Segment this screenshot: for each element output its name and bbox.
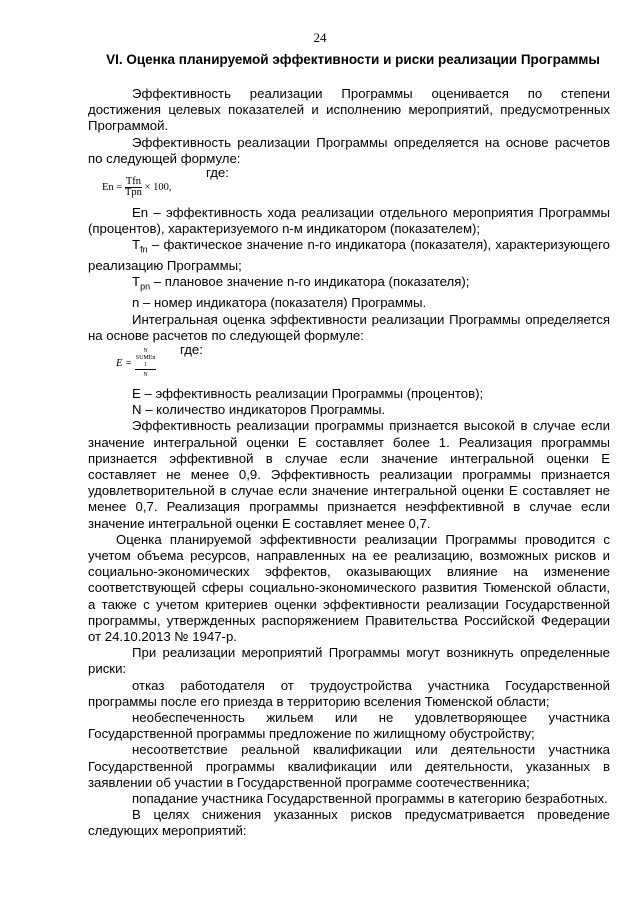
formula-rhs: × 100, — [144, 181, 172, 193]
paragraph-intro: Эффективность реализации Программы оценивается по степени достижения целевых показателей и исполнению мероприятий, предусмотренных Программой. — [88, 86, 610, 134]
definition-tfn: $T_{fn}$ – фактическое значение n-го индикатора (показателя), характеризующего реализацию Программы; — [88, 237, 610, 274]
paragraph-integral-intro: Интегральная оценка эффективности реализации Программы определяется на основе расчетов по следующей формуле: — [88, 311, 610, 343]
formula2-lhs: E = — [116, 357, 133, 369]
formula-integral — [88, 341, 610, 386]
formula2-denominator: N — [143, 371, 148, 378]
paragraph-evaluation-criteria: Эффективность реализации программы признается высокой в случае если значение интегральной оценки E составляет более 1. Реализация программы признается эффективной в случае если значение интегральной оценки E составляет не менее 0,9. Эффективность реализации программы признается удовлетворительной в случае если значение интегральной оценки E составляет не менее 0,7. Реализация программы признается неэффективной в случае если значение интегральной оценки E составляет менее 0,7. — [88, 418, 610, 531]
risk-item: необеспеченность жильем или не удовлетворяющее участника Государственной программы предложение по жилищному обустройству; — [88, 709, 610, 742]
page-number: 24 — [313, 30, 327, 45]
formula-efficiency — [88, 165, 610, 205]
paragraph-risks-intro: При реализации мероприятий Программы могут возникнуть определенные риски: — [88, 645, 610, 677]
risk-item: попадание участника Государственной программы в категорию безработных. — [132, 791, 608, 806]
document-body — [88, 86, 610, 840]
definition-tpn: $T_{pn}$ – плановое значение n-го индикатора (показателя); — [132, 274, 470, 293]
risk-item: несоответствие реальной квалификации или деятельности участника Государственной программы квалификации или деятельности, указанных в заявлении об участии в Государственной программе соотечественника; — [88, 742, 610, 790]
formula2-where-label: где: — [180, 341, 203, 357]
formula-denominator: Tpn — [124, 187, 142, 199]
formula-lhs: En = — [102, 181, 123, 193]
formula-where-label: где: — [206, 165, 229, 181]
formula2-sum-upper: N — [143, 347, 148, 354]
section-heading: VI. Оценка планируемой эффективности и риски реализации Программы — [106, 52, 600, 67]
definition-e: E – эффективность реализации Программы (процентов); — [132, 385, 484, 401]
paragraph-mitigation-intro: В целях снижения указанных рисков предусматривается проведение следующих мероприятий: — [88, 807, 610, 839]
formula2-sum-label: SUMEn — [135, 354, 156, 361]
risk-item: отказ работодателя от трудоустройства участника Государственной программы после его приезда в территорию вселения Тюменской области; — [88, 677, 610, 709]
definition-en: En – эффективность хода реализации отдельного мероприятия Программы (процентов), характеризуемого n-м индикатором (показателем); — [88, 205, 610, 237]
formula2-sum-lower: 1 — [144, 361, 148, 368]
paragraph-formula-intro: Эффективность реализации Программы определяется на основе расчетов по следующей формуле: — [88, 134, 610, 166]
formula-fraction — [125, 177, 142, 198]
definition-N: N – количество индикаторов Программы. — [132, 402, 386, 418]
formula2-fraction — [135, 348, 157, 380]
paragraph-evaluation-basis: Оценка планируемой эффективности реализации Программы проводится с учетом объема ресурсов, направленных на ее реализацию, возможных рисков и социально-экономических эффектов, оказывающих влияние на изменение соответствующей сферы социально-экономического развития Тюменской области, а также с учетом критериев оценки эффективности реализации Государственной программы, утвержденных распоряжением Правительства Российской Федерации от 24.10.2013 № 1947-р. — [88, 531, 610, 644]
definition-n: n – номер индикатора (показателя) Программы. — [132, 295, 427, 311]
formula-numerator: Tfn — [125, 176, 142, 188]
